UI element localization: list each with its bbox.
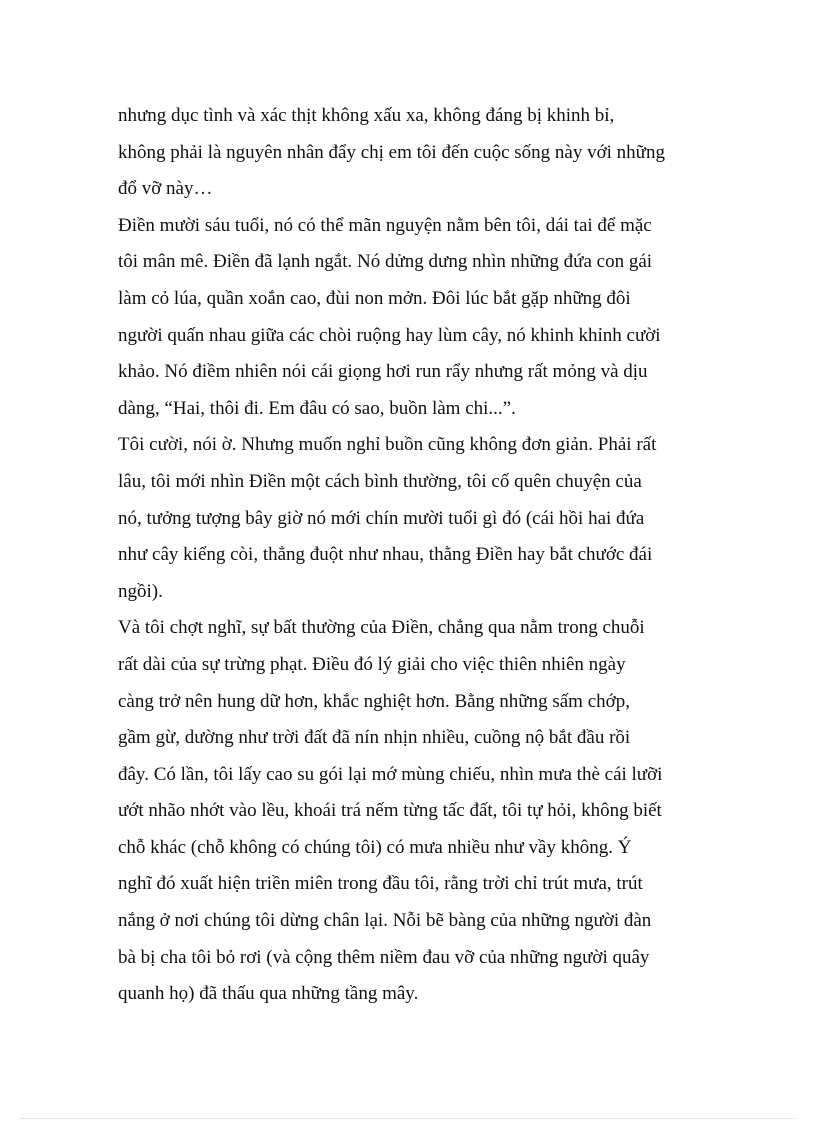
text-line: ngồi). bbox=[118, 580, 163, 602]
text-line: lâu, tôi mới nhìn Điền một cách bình thường, tôi cố quên chuyện của bbox=[118, 470, 642, 492]
text-line: nắng ở nơi chúng tôi dừng chân lại. Nỗi bẽ bàng của những người đàn bbox=[118, 910, 652, 932]
text-line: quanh họ) đã thấu qua những tầng mây. bbox=[118, 983, 419, 1005]
text-line: khảo. Nó điềm nhiên nói cái giọng hơi run rẩy nhưng rất mỏng và dịu bbox=[118, 361, 648, 383]
text-line: Tôi cười, nói ờ. Nhưng muốn nghỉ buồn cũng không đơn giản. Phải rất bbox=[118, 434, 657, 456]
text-line: làm cỏ lúa, quần xoắn cao, đùi non mởn. Đôi lúc bắt gặp những đôi bbox=[118, 287, 631, 309]
text-line: rất dài của sự trừng phạt. Điều đó lý giải cho việc thiên nhiên ngày bbox=[118, 653, 626, 675]
body-text bbox=[118, 98, 718, 1013]
text-line: tôi mân mê. Điền đã lạnh ngắt. Nó dửng dưng nhìn những đứa con gái bbox=[118, 251, 653, 273]
text-line: nhưng dục tình và xác thịt không xấu xa, không đáng bị khinh bỉ, bbox=[118, 105, 615, 126]
text-line: ướt nhão nhớt vào lều, khoái trá nếm từng tấc đất, tôi tự hỏi, không biết bbox=[118, 800, 662, 822]
page-bottom-divider bbox=[20, 1118, 796, 1119]
text-line: không phải là nguyên nhân đẩy chị em tôi đến cuộc sống này với những bbox=[118, 141, 665, 163]
text-line: càng trở nên hung dữ hơn, khắc nghiệt hơn. Bằng những sấm chớp, bbox=[118, 690, 630, 712]
text-line: dàng, “Hai, thôi đi. Em đâu có sao, buồn làm chi...”. bbox=[118, 397, 516, 419]
text-line: đổ vỡ này… bbox=[118, 178, 213, 200]
text-line: như cây kiểng còi, thẳng đuột như nhau, thằng Điền hay bắt chước đái bbox=[118, 544, 653, 566]
text-line: Và tôi chợt nghĩ, sự bất thường của Điền, chẳng qua nằm trong chuỗi bbox=[118, 617, 645, 639]
text-line: đây. Có lần, tôi lấy cao su gói lại mớ mùng chiếu, nhìn mưa thè cái lưỡi bbox=[118, 763, 663, 785]
text-line: người quấn nhau giữa các chòi ruộng hay lùm cây, nó khinh khỉnh cười bbox=[118, 324, 661, 346]
text-line: chỗ khác (chỗ không có chúng tôi) có mưa nhiều như vầy không. Ý bbox=[118, 836, 632, 858]
text-line: gầm gừ, dường như trời đất đã nín nhịn nhiều, cuồng nộ bắt đầu rồi bbox=[118, 727, 631, 749]
text-line: bà bị cha tôi bỏ rơi (và cộng thêm niềm đau vỡ của những người quây bbox=[118, 946, 650, 968]
text-line: nghĩ đó xuất hiện triền miên trong đầu tôi, rằng trời chỉ trút mưa, trút bbox=[118, 873, 643, 895]
text-line: Điền mười sáu tuổi, nó có thể mãn nguyện nằm bên tôi, dái tai để mặc bbox=[118, 214, 652, 236]
text-line: nó, tưởng tượng bây giờ nó mới chín mười tuổi gì đó (cái hồi hai đứa bbox=[118, 507, 645, 529]
